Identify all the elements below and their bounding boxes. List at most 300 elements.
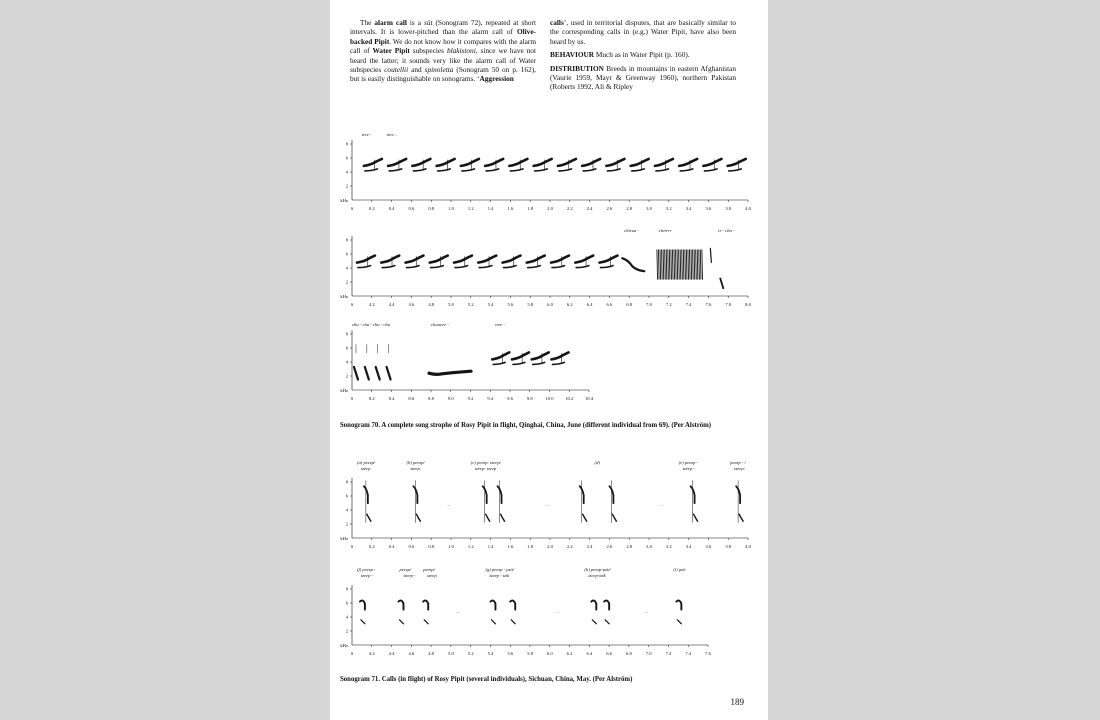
ellipsis: … <box>658 501 664 507</box>
text-run: is a <box>406 18 424 27</box>
aggression-calls-paragraph <box>550 18 736 46</box>
x-tick-label: 2.0 <box>547 544 553 549</box>
call-trace <box>739 514 743 521</box>
buzz-stroke <box>688 250 689 279</box>
syllable-label: (f) peezp - <box>356 567 376 572</box>
syllable-label: peezp/ <box>399 567 412 572</box>
note-trace <box>406 266 419 268</box>
y-tick-label: 2 <box>345 521 348 527</box>
note-trace <box>479 266 492 268</box>
sonogram-71-row-1 <box>330 458 768 558</box>
x-tick-label: 1.4 <box>487 206 494 211</box>
note-trace <box>431 266 444 268</box>
term-aggression: Aggression <box>479 74 514 84</box>
syllable-label: (g) peezp - pzii/ <box>485 567 515 572</box>
note-trace <box>358 266 371 268</box>
note-trace <box>388 159 406 166</box>
x-tick-label: 5.6 <box>507 302 514 307</box>
note-trace <box>502 256 520 263</box>
note-trace <box>364 159 382 166</box>
heading-distribution: DISTRIBUTION <box>550 63 604 73</box>
x-tick-label: 4.6 <box>408 651 415 656</box>
x-tick-label: 7.2 <box>665 651 672 656</box>
y-tick-label: 6 <box>345 493 348 499</box>
x-tick-label: 3.2 <box>665 544 672 549</box>
text-run: ’, used in territorial disputes, that are basically similar to the corresponding calls in (e.g.) Water Pipit, have also been heard by us. <box>550 18 736 46</box>
sonogram-trace <box>360 600 681 623</box>
buzz-stroke <box>679 250 680 279</box>
behaviour-paragraph <box>550 50 736 59</box>
syllable-label: tree - <box>361 132 372 137</box>
x-start-label: S <box>350 396 354 401</box>
x-tick-label: 5.0 <box>448 302 454 307</box>
syllable-label: chirrrr <box>658 228 672 233</box>
call-trace <box>583 514 587 521</box>
x-tick-label: 2.4 <box>586 206 593 211</box>
y-unit-label: kHz <box>340 198 348 203</box>
note-trace <box>600 256 618 263</box>
x-tick-label: 1.6 <box>507 544 514 549</box>
syllable-label: peezp/ <box>423 567 435 572</box>
syllable-label: tzeep - tzik <box>489 573 510 578</box>
buzz-stroke <box>697 250 698 279</box>
x-tick-label: 3.8 <box>725 544 732 549</box>
call-trace <box>423 600 428 609</box>
syllable-label: tzeep- tzeep <box>474 466 497 471</box>
x-tick-label: 3.4 <box>685 206 692 211</box>
note-trace <box>535 169 548 171</box>
x-tick-label: 4.2 <box>368 302 375 307</box>
text-run: Much as in Water Pipit (p. 160). <box>594 50 690 60</box>
x-tick-label: 10.0 <box>545 396 554 401</box>
x-tick-label: 7.6 <box>705 651 711 656</box>
x-tick-label: 0.8 <box>428 544 435 549</box>
x-tick-label: 6.2 <box>566 302 573 307</box>
text-run: The <box>360 18 375 27</box>
syllable-label: (a) peezp/ <box>356 460 376 465</box>
note-trace <box>513 362 525 364</box>
x-tick-label: 8.0 <box>745 302 751 307</box>
ellipsis: … <box>554 608 560 614</box>
x-tick-label: 8.2 <box>368 396 375 401</box>
call-trace <box>416 514 420 521</box>
syllable-label: tzeep <box>410 466 420 471</box>
x-tick-label: 6.0 <box>547 302 553 307</box>
call-trace <box>676 600 681 609</box>
heading-behaviour: BEHAVIOUR <box>550 50 595 60</box>
syllable-label: tzeep <box>360 466 371 471</box>
note-trace <box>631 159 649 166</box>
buzz-stroke <box>677 250 678 279</box>
term-alarm-call: alarm call <box>374 18 407 27</box>
sonogram-trace <box>364 159 746 171</box>
x-tick-label: 4.8 <box>428 651 434 656</box>
y-tick-label: 6 <box>345 251 348 257</box>
text-run: Breeds in mountains in eastern Afghanistan (Vaurie 1959, Mayr & Greenway 1960), northern Pakistan (Roberts 1992, Ali & Ripley <box>550 63 736 92</box>
x-tick-label: 7.8 <box>725 302 732 307</box>
call-trace <box>491 620 495 624</box>
x-tick-label: 2.2 <box>566 544 573 549</box>
y-tick-label: 6 <box>345 600 348 606</box>
term-coutellii: coutellii <box>384 65 409 75</box>
y-tick-label: 8 <box>345 479 348 485</box>
x-tick-label: 6.8 <box>626 651 632 656</box>
note-trace <box>655 159 673 166</box>
buzz-stroke <box>669 250 670 279</box>
buzz-stroke <box>685 250 686 279</box>
note-trace <box>382 266 395 268</box>
note-trace <box>551 352 568 359</box>
note-trace <box>703 159 721 166</box>
left-text-column <box>350 18 536 88</box>
call-trace <box>501 514 505 521</box>
note-trace <box>412 159 430 166</box>
call-trace <box>490 600 495 609</box>
x-tick-label: 1.0 <box>448 544 454 549</box>
note-trace <box>527 256 545 263</box>
chu-trace <box>354 367 358 380</box>
y-tick-label: 4 <box>345 359 348 365</box>
buzz-stroke <box>672 250 673 279</box>
x-tick-label: 7.0 <box>645 651 652 656</box>
buzz-stroke <box>702 250 703 279</box>
y-tick-label: 2 <box>345 183 348 189</box>
syllable-label: (e) peezp - <box>678 460 699 465</box>
book-page <box>330 0 768 720</box>
syllable-label: tzeep - <box>403 573 416 578</box>
note-trace <box>632 169 645 171</box>
syllable-label: tzeep <box>427 573 437 578</box>
note-trace <box>533 362 545 364</box>
x-tick-label: 7.2 <box>665 302 672 307</box>
x-tick-label: 3.6 <box>705 544 712 549</box>
x-tick-label: 5.8 <box>527 302 534 307</box>
text-run: (Sonogram 72), repeated at short intervals. It is lower-pitched than the alarm call of <box>350 18 536 37</box>
x-tick-label: 8.6 <box>408 396 415 401</box>
x-tick-label: 2.2 <box>566 206 573 211</box>
buzz-stroke <box>663 250 664 279</box>
x-tick-label: 9.4 <box>487 396 494 401</box>
text-run: (Sonogram 50 on p. 162), but is easily distinguishable on sonograms. ‘ <box>350 65 536 84</box>
sonogram-trace <box>357 248 723 288</box>
buzz-stroke <box>699 250 700 279</box>
x-tick-label: 2.4 <box>586 544 593 549</box>
x-tick-label: 4.0 <box>745 206 751 211</box>
sonogram-70-row-2 <box>330 224 768 316</box>
x-tick-label: 9.0 <box>447 396 454 401</box>
x-tick-label: 3.6 <box>705 206 712 211</box>
x-tick-label: 5.2 <box>467 302 474 307</box>
call-trace <box>605 620 609 624</box>
note-trace <box>503 266 516 268</box>
buzz-stroke <box>686 250 687 279</box>
buzz-stroke <box>689 250 690 279</box>
note-trace <box>528 266 541 268</box>
syllable-label: tr - chu - <box>718 228 735 233</box>
x-tick-label: 9.6 <box>507 396 513 401</box>
ellipsis: … <box>545 501 550 507</box>
y-tick-label: 2 <box>345 279 348 285</box>
note-trace <box>551 256 569 263</box>
x-tick-label: 4.8 <box>428 302 435 307</box>
x-tick-label: 3.0 <box>646 206 652 211</box>
call-trace <box>592 620 596 624</box>
note-trace <box>576 266 589 268</box>
x-tick-label: 2.8 <box>626 544 633 549</box>
x-tick-label: 2.6 <box>606 544 613 549</box>
note-trace <box>509 159 527 166</box>
x-tick-label: 1.0 <box>448 206 454 211</box>
buzz-stroke <box>658 250 659 279</box>
x-start-label: S <box>350 206 354 211</box>
note-trace <box>405 256 423 263</box>
note-trace <box>534 159 552 166</box>
y-tick-label: 8 <box>345 237 348 243</box>
syllable-label: chuueee - <box>431 322 449 327</box>
x-tick-label: 6.8 <box>626 302 633 307</box>
buzz-stroke <box>680 250 681 279</box>
note-trace <box>430 256 448 263</box>
call-trace <box>398 600 403 609</box>
buzz-stroke <box>662 250 663 279</box>
page-number: 189 <box>730 697 744 707</box>
call-trace <box>399 620 403 624</box>
chuueee-trace <box>429 371 471 374</box>
y-tick-label: 2 <box>345 373 348 379</box>
term-sut: süt <box>424 18 433 27</box>
y-unit-label: kHz <box>340 536 348 541</box>
x-tick-label: 5.6 <box>507 651 514 656</box>
y-tick-label: 8 <box>345 331 348 337</box>
note-trace <box>532 352 549 359</box>
y-unit-label: kHz <box>340 388 348 393</box>
x-tick-label: 5.4 <box>487 651 494 656</box>
x-tick-label: 6.6 <box>606 302 613 307</box>
x-tick-label: 10.4 <box>584 396 594 401</box>
sonogram-71-caption: Sonogram 71. Calls (in flight) of Rosy Pipit (several individuals), Sichuan, China, May. (Per Alström) <box>340 676 633 683</box>
y-tick-label: 6 <box>345 345 348 351</box>
sonogram-trace <box>364 481 743 523</box>
x-tick-label: 6.4 <box>586 651 593 656</box>
x-tick-label: 3.4 <box>685 544 692 549</box>
text-run: . We do not know how it compares with the alarm call of <box>350 36 537 56</box>
y-tick-label: 4 <box>345 614 348 620</box>
sonogram-70-row-1 <box>330 128 768 220</box>
x-tick-label: 7.0 <box>646 302 652 307</box>
x-tick-label: 4.0 <box>745 544 751 549</box>
x-tick-label: 0.8 <box>428 206 435 211</box>
y-unit-label: kHz <box>340 294 348 299</box>
ellipsis: … <box>455 608 461 614</box>
buzz-stroke <box>696 250 697 279</box>
x-tick-label: 3.2 <box>665 206 672 211</box>
note-trace <box>552 266 565 268</box>
buzz-stroke <box>694 250 695 279</box>
note-trace <box>462 169 475 171</box>
chu-trace <box>376 367 380 380</box>
syllable-label: tree... <box>386 132 398 137</box>
note-trace <box>607 169 620 171</box>
x-tick-label: 1.2 <box>467 544 474 549</box>
buzz-stroke <box>666 250 667 279</box>
y-tick-label: 4 <box>345 265 348 271</box>
x-tick-label: 7.4 <box>685 651 692 656</box>
y-tick-label: 8 <box>345 141 348 147</box>
syllable-label: tree - <box>495 322 505 327</box>
call-trace <box>694 514 698 521</box>
buzz-stroke <box>691 250 692 279</box>
x-tick-label: 5.4 <box>487 302 494 307</box>
x-tick-label: 2.6 <box>606 206 613 211</box>
buzz-stroke <box>665 250 666 279</box>
syllable-label: tzeep - <box>360 573 374 578</box>
note-trace <box>455 266 468 268</box>
x-start-label: S <box>350 302 354 307</box>
x-tick-label: 5.2 <box>467 651 474 656</box>
note-trace <box>381 256 399 263</box>
buzz-stroke <box>674 250 675 279</box>
x-tick-label: 1.8 <box>527 206 534 211</box>
chu-trace <box>387 367 391 380</box>
buzz-stroke <box>668 250 669 279</box>
note-trace <box>558 159 576 166</box>
buzz-stroke <box>660 250 661 279</box>
call-trace <box>486 514 490 521</box>
y-tick-label: 4 <box>345 169 348 175</box>
note-trace <box>478 256 496 263</box>
syllable-label: peezp - / <box>730 460 746 465</box>
call-trace <box>510 600 515 609</box>
note-trace <box>357 256 375 263</box>
ellipsis: … <box>643 608 649 614</box>
buzz-stroke <box>676 250 677 279</box>
y-tick-label: 6 <box>345 155 348 161</box>
syllable-label: (h) peezp-pzii/ <box>584 567 611 572</box>
y-unit-label: kHz <box>340 643 348 648</box>
x-tick-label: 0.2 <box>368 544 375 549</box>
x-tick-label: 5.0 <box>448 651 454 656</box>
term-water-pipit: Water Pipit <box>372 46 410 56</box>
note-trace <box>486 169 499 171</box>
sonogram-70-caption: Sonogram 70. A complete song strophe of Rosy Pipit in flight, Qinghai, China, June (different individual from 69). (Per Alström) <box>340 422 712 429</box>
note-trace <box>365 169 378 171</box>
y-tick-label: 8 <box>345 586 348 592</box>
text-run: subspecies <box>409 46 447 56</box>
note-trace <box>493 362 505 364</box>
syllable-label: (b) peezp/ <box>406 460 425 465</box>
x-tick-label: 6.4 <box>586 302 593 307</box>
x-tick-label: 2.0 <box>547 206 553 211</box>
note-trace <box>559 169 572 171</box>
x-tick-label: 0.4 <box>388 206 395 211</box>
sonogram-trace <box>354 345 568 380</box>
note-trace <box>582 159 600 166</box>
x-tick-label: 9.2 <box>467 396 474 401</box>
term-spinoletta: spinoletta <box>424 65 454 75</box>
buzz-stroke <box>671 250 672 279</box>
x-tick-label: 2.8 <box>626 206 633 211</box>
x-tick-label: 0.6 <box>408 206 415 211</box>
x-tick-label: 1.4 <box>487 544 494 549</box>
text-run: , since we have not heard the latter; it sounds very like the alarm call of Water subspecies <box>350 46 536 75</box>
y-tick-label: 4 <box>345 507 348 513</box>
syllable-label: tzeep-tzik <box>588 573 606 578</box>
note-trace <box>704 169 717 171</box>
call-trace <box>604 600 609 609</box>
note-trace <box>729 169 742 171</box>
call-trace <box>360 600 365 609</box>
x-tick-label: 9.8 <box>526 396 533 401</box>
x-tick-label: 6.2 <box>566 651 573 656</box>
x-tick-label: 4.4 <box>388 651 395 656</box>
x-tick-label: 6.0 <box>546 651 553 656</box>
x-tick-label: 3.8 <box>725 206 732 211</box>
tr-trace <box>710 248 711 262</box>
sonogram-71-row-2 <box>330 565 768 665</box>
x-tick-label: 7.6 <box>705 302 712 307</box>
note-trace <box>601 266 614 268</box>
x-tick-label: 1.6 <box>507 206 514 211</box>
buzz-stroke <box>693 250 694 279</box>
note-trace <box>583 169 596 171</box>
note-trace <box>679 159 697 166</box>
call-trace <box>361 620 365 624</box>
call-trace <box>677 620 681 624</box>
note-trace <box>728 159 746 166</box>
x-tick-label: 8.8 <box>428 396 434 401</box>
note-trace <box>389 169 402 171</box>
x-tick-label: 1.8 <box>527 544 534 549</box>
x-tick-label: 0.2 <box>368 206 375 211</box>
text-run: and <box>408 65 425 75</box>
chiruu-trace <box>622 258 644 271</box>
x-tick-label: 8.4 <box>388 396 395 401</box>
term-olive-backed-pipit: Olive-backed Pipit <box>350 27 536 46</box>
x-start-label: S <box>350 651 354 656</box>
note-trace <box>454 256 472 263</box>
chu-trace <box>365 367 369 380</box>
x-tick-label: 1.2 <box>467 206 474 211</box>
sonogram-70-row-3 <box>330 318 768 410</box>
syllable-label: (i) pzii <box>673 567 686 572</box>
x-tick-label: 0.4 <box>388 544 395 549</box>
buzz-stroke <box>682 250 683 279</box>
call-trace <box>424 620 428 624</box>
note-trace <box>552 362 564 364</box>
call-trace <box>511 620 515 624</box>
ellipsis: … <box>446 501 451 507</box>
call-trace <box>591 600 596 609</box>
note-trace <box>512 352 529 359</box>
buzz-stroke <box>700 250 701 279</box>
x-tick-label: 4.6 <box>408 302 415 307</box>
x-tick-label: 3.0 <box>646 544 652 549</box>
syllable-label: chu - chu - chu - chu <box>352 322 391 327</box>
x-tick-label: 6.6 <box>606 651 612 656</box>
syllable-label: chiruu - <box>624 228 639 233</box>
term-blakistoni: blakistoni <box>446 46 476 56</box>
note-trace <box>680 169 693 171</box>
buzz-stroke <box>683 250 684 279</box>
note-trace <box>575 256 593 263</box>
term-calls: calls <box>550 18 564 27</box>
note-trace <box>461 159 479 166</box>
note-trace <box>485 159 503 166</box>
syllable-label: (d) <box>594 460 600 465</box>
syllable-label: tzeep- <box>734 466 746 471</box>
note-trace <box>606 159 624 166</box>
note-trace <box>413 169 426 171</box>
